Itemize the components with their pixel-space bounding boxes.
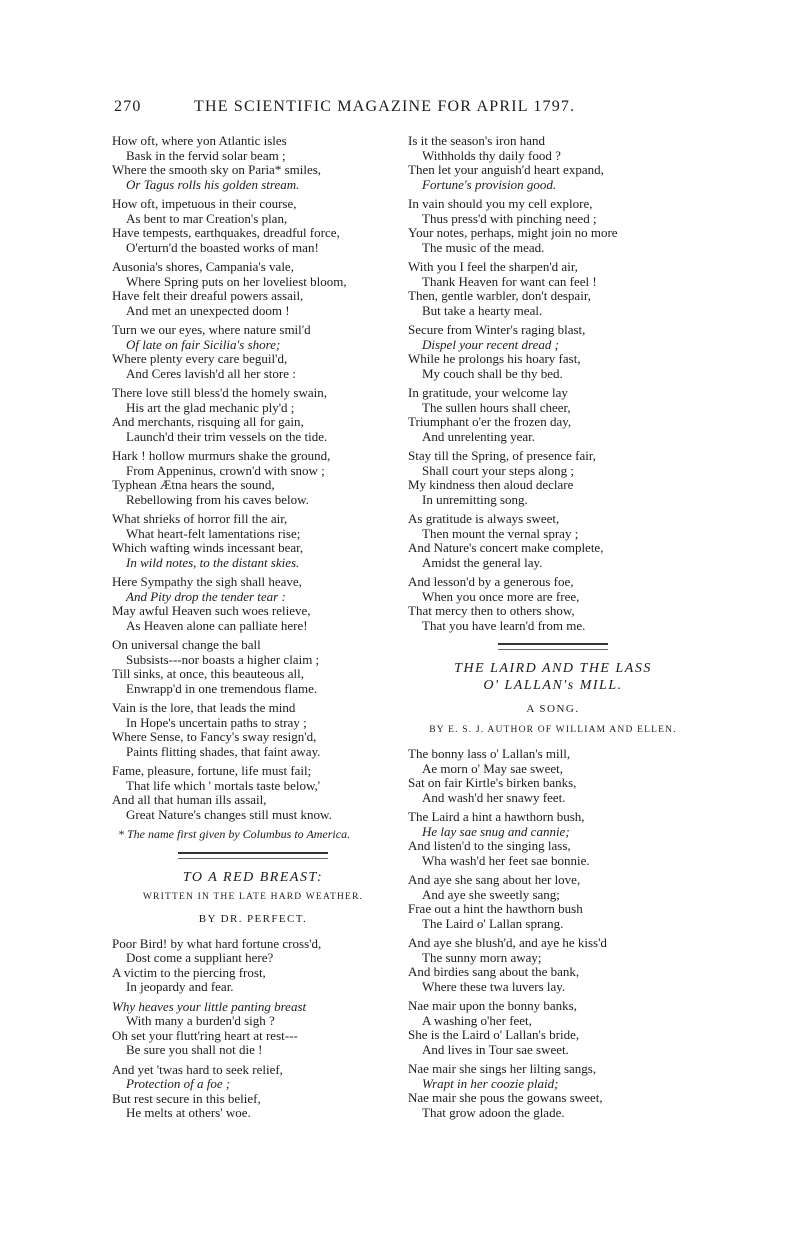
stanza <box>112 449 394 507</box>
poem-line: Where Sense, to Fancy's sway resign'd, <box>112 729 317 744</box>
poem-line: Amidst the general lay. <box>422 554 543 570</box>
poem-line: The bonny lass o' Lallan's mill, <box>408 746 571 761</box>
poem-line: A victim to the piercing frost, <box>112 964 266 980</box>
laird-author: BY E. S. J. AUTHOR OF WILLIAM AND ELLEN. <box>429 724 677 735</box>
poem-line: In vain should you my cell explore, <box>408 196 593 211</box>
stanza <box>112 260 394 318</box>
stanza <box>408 999 698 1057</box>
poem-line: Have felt their dreaful powers assail, <box>112 288 304 303</box>
poem-line: In jeopardy and fear. <box>126 979 234 994</box>
poem-line: And all that human ills assail, <box>112 792 267 807</box>
poem-line: Typhean Ætna hears the sound, <box>112 477 275 492</box>
poem-line: Hark ! hollow murmurs shake the ground, <box>112 448 331 463</box>
poem-line: My couch shall be thy bed. <box>422 365 563 381</box>
left-column <box>112 134 394 1126</box>
stanza <box>112 638 394 696</box>
poem-line: And aye she sang about her love, <box>408 872 581 887</box>
red-breast-poem-part1 <box>112 937 394 1121</box>
poem-line: Of late on fair Sicilia's shore; <box>126 336 281 352</box>
poem-line: There love still bless'd the homely swain, <box>112 385 327 400</box>
poem-line: And birdies sang about the bank, <box>408 964 580 979</box>
poem-line: The Laird o' Lallan sprang. <box>422 915 564 931</box>
poem-line: As Heaven alone can palliate here! <box>126 617 308 633</box>
poem-line: What shrieks of horror fill the air, <box>112 511 288 526</box>
poem-line: And lives in Tour sae sweet. <box>422 1041 569 1057</box>
poem-line: Shall court your steps along ; <box>422 462 575 478</box>
poem-line: But rest secure in this belief, <box>112 1090 261 1106</box>
poem-line: Paints flitting shades, that faint away. <box>126 743 321 759</box>
poem-line: Oh set your flutt'ring heart at rest--- <box>112 1027 298 1043</box>
poem-line: Where the smooth sky on Paria* smiles, <box>112 162 322 177</box>
stanza <box>112 197 394 255</box>
poem-line: Triumphant o'er the frozen day, <box>408 414 572 429</box>
poem-line: From Appeninus, crown'd with snow ; <box>126 462 325 478</box>
poem-line: Here Sympathy the sigh shall heave, <box>112 574 302 589</box>
stanza <box>408 134 698 192</box>
stanza <box>112 1000 394 1058</box>
poem-line: Why heaves your little panting breast <box>112 998 307 1014</box>
poem-line: And Pity drop the tender tear : <box>126 588 286 604</box>
poem-line: Subsists---nor boasts a higher claim ; <box>126 651 320 667</box>
poem-line: Poor Bird! by what hard fortune cross'd, <box>112 935 322 951</box>
poem-line: And lesson'd by a generous foe, <box>408 574 574 589</box>
poem-line: What heart-felt lamentations rise; <box>126 525 301 541</box>
poem-line: And wash'd her snawy feet. <box>422 789 566 805</box>
poem-line: Which wafting winds incessant bear, <box>112 540 304 555</box>
poem-line: In unremitting song. <box>422 491 528 507</box>
poem-line: May awful Heaven such woes relieve, <box>112 603 311 618</box>
poem-line: My kindness then aloud declare <box>408 477 574 492</box>
poem-line: Protection of a foe ; <box>126 1076 231 1091</box>
poem-line: Turn we our eyes, where nature smil'd <box>112 322 311 337</box>
poem-line: Fame, pleasure, fortune, life must fail; <box>112 763 312 778</box>
poem-line: Stay till the Spring, of presence fair, <box>408 448 596 463</box>
poem-line: In Hope's uncertain paths to stray ; <box>126 714 307 730</box>
right-column <box>408 134 698 1125</box>
section-divider <box>178 852 328 859</box>
poem-line: And listen'd to the singing lass, <box>408 838 571 853</box>
stanza <box>408 260 698 318</box>
poem-line: Launch'd their trim vessels on the tide. <box>126 428 328 444</box>
stanza <box>408 197 698 255</box>
poem-line: Where Spring puts on her loveliest bloom, <box>126 273 347 289</box>
poem-line: And met an unexpected doom ! <box>126 302 290 318</box>
laird-title-line2: O' LALLAN's MILL. <box>483 678 623 693</box>
poem-line: Dispel your recent dread ; <box>422 336 559 352</box>
stanza <box>112 575 394 633</box>
poem-line: Wha wash'd her feet sae bonnie. <box>422 852 590 868</box>
poem-line: But take a hearty meal. <box>422 302 543 318</box>
poem-line: Ausonia's shores, Campania's vale, <box>112 259 294 274</box>
poem-line: Enwrapp'd in one tremendous flame. <box>126 680 318 696</box>
stanza <box>112 1063 394 1121</box>
poem-line: And merchants, risquing all for gain, <box>112 414 304 429</box>
poem-line: In gratitude, your welcome lay <box>408 385 568 400</box>
poem-line: With you I feel the sharpen'd air, <box>408 259 578 274</box>
stanza <box>408 512 698 570</box>
stanza <box>408 386 698 444</box>
poem-line: Vain is the lore, that leads the mind <box>112 700 296 715</box>
stanza <box>112 512 394 570</box>
poem-line: Bask in the fervid solar beam ; <box>126 147 286 163</box>
poem-line: Nae mair she pous the gowans sweet, <box>408 1090 603 1105</box>
poem-line: Rebellowing from his caves below. <box>126 491 309 507</box>
red-breast-subtitle: WRITTEN IN THE LATE HARD WEATHER. <box>142 891 364 902</box>
poem-line: Then mount the vernal spray ; <box>422 525 579 541</box>
running-title: THE SCIENTIFIC MAGAZINE FOR APRIL 1797. <box>194 98 576 115</box>
poem-line: In wild notes, to the distant skies. <box>126 554 300 570</box>
red-breast-title: TO A RED BREAST: <box>182 869 324 885</box>
poem-line: O'erturn'd the boasted works of man! <box>126 239 319 255</box>
poem-line: That mercy then to others show, <box>408 603 575 618</box>
section-divider <box>498 643 608 650</box>
poem-line: The Laird a hint a hawthorn bush, <box>408 809 585 824</box>
poem-line: On universal change the ball <box>112 637 261 652</box>
stanza <box>408 810 698 868</box>
stanza <box>408 873 698 931</box>
poem-line: And unrelenting year. <box>422 428 535 444</box>
earthquake-poem <box>112 134 394 822</box>
red-breast-poem-part2 <box>408 134 698 633</box>
poem-line: She is the Laird o' Lallan's bride, <box>408 1027 580 1042</box>
footnote: * The name first given by Columbus to America. <box>118 827 351 841</box>
stanza <box>408 936 698 994</box>
poem-line: As bent to mar Creation's plan, <box>126 210 288 226</box>
poem-line: Where these twa luvers lay. <box>422 978 566 994</box>
poem-line: Withholds thy daily food ? <box>422 147 561 163</box>
poem-line: Thus press'd with pinching need ; <box>422 210 597 226</box>
poem-line: As gratitude is always sweet, <box>408 511 560 526</box>
page-header <box>114 98 704 116</box>
poem-line: He melts at others' woe. <box>126 1105 251 1120</box>
poem-line: And Ceres lavish'd all her store : <box>126 365 296 381</box>
poem-line: How oft, where yon Atlantic isles <box>112 133 287 148</box>
poem-line: The sunny morn away; <box>422 949 542 965</box>
poem-line: Fortune's provision good. <box>422 176 557 192</box>
poem-line: And Nature's concert make complete, <box>408 540 604 555</box>
laird-title-line1: THE LAIRD AND THE LASS <box>454 661 652 676</box>
poem-line: Is it the season's iron hand <box>408 133 546 148</box>
poem-line: Ae morn o' May sae sweet, <box>422 760 563 776</box>
poem-line: Frae out a hint the hawthorn bush <box>408 901 583 916</box>
poem-line: That you have learn'd from me. <box>422 617 586 633</box>
poem-line: When you once more are free, <box>422 588 580 604</box>
poem-line: That life which ' mortals taste below,' <box>126 777 321 793</box>
poem-line: Nae mair upon the bonny banks, <box>408 998 577 1013</box>
poem-line: And aye she blush'd, and aye he kiss'd <box>408 935 607 950</box>
poem-line: While he prolongs his hoary fast, <box>408 351 581 366</box>
poem-line: Sat on fair Kirtle's birken banks, <box>408 775 577 790</box>
stanza <box>112 323 394 381</box>
poem-line: Then let your anguish'd heart expand, <box>408 162 604 177</box>
poem-line: Your notes, perhaps, might join no more <box>408 225 618 240</box>
page-number: 270 <box>114 98 142 115</box>
poem-line: And aye she sweetly sang; <box>422 886 560 902</box>
song-label: A SONG. <box>526 703 580 715</box>
poem-line: The sullen hours shall cheer, <box>422 399 571 415</box>
poem-line: Nae mair she sings her lilting sangs, <box>408 1061 597 1076</box>
laird-poem <box>408 747 698 1120</box>
poem-line: Till sinks, at once, this beauteous all, <box>112 666 304 681</box>
stanza <box>112 386 394 444</box>
poem-line: His art the glad mechanic ply'd ; <box>126 399 295 415</box>
stanza <box>112 701 394 759</box>
red-breast-author: BY DR. PERFECT. <box>198 913 308 925</box>
stanza <box>112 764 394 822</box>
poem-line: How oft, impetuous in their course, <box>112 196 297 211</box>
poem-line: Dost come a suppliant here? <box>126 950 274 965</box>
poem-line: Wrapt in her coozie plaid; <box>422 1075 559 1091</box>
poem-line: That grow adoon the glade. <box>422 1104 565 1120</box>
poem-line: He lay sae snug and cannie; <box>422 823 570 839</box>
poem-line: Thank Heaven for want can feel ! <box>422 273 597 289</box>
poem-line: A washing o'her feet, <box>422 1012 532 1028</box>
stanza <box>408 1062 698 1120</box>
poem-line: The music of the mead. <box>422 239 545 255</box>
poem-line: Have tempests, earthquakes, dreadful force, <box>112 225 340 240</box>
poem-line: And yet 'twas hard to seek relief, <box>112 1061 283 1077</box>
poem-line: Be sure you shall not die ! <box>126 1042 263 1057</box>
stanza <box>408 323 698 381</box>
stanza <box>408 575 698 633</box>
poem-line: Where plenty every care beguil'd, <box>112 351 288 366</box>
poem-line: Then, gentle warbler, don't despair, <box>408 288 591 303</box>
poem-line: Secure from Winter's raging blast, <box>408 322 586 337</box>
stanza <box>408 747 698 805</box>
poem-line: With many a burden'd sigh ? <box>126 1013 275 1028</box>
poem-line: Great Nature's changes still must know. <box>126 806 332 822</box>
stanza <box>408 449 698 507</box>
stanza <box>112 937 394 995</box>
stanza <box>112 134 394 192</box>
poem-line: Or Tagus rolls his golden stream. <box>126 176 300 192</box>
